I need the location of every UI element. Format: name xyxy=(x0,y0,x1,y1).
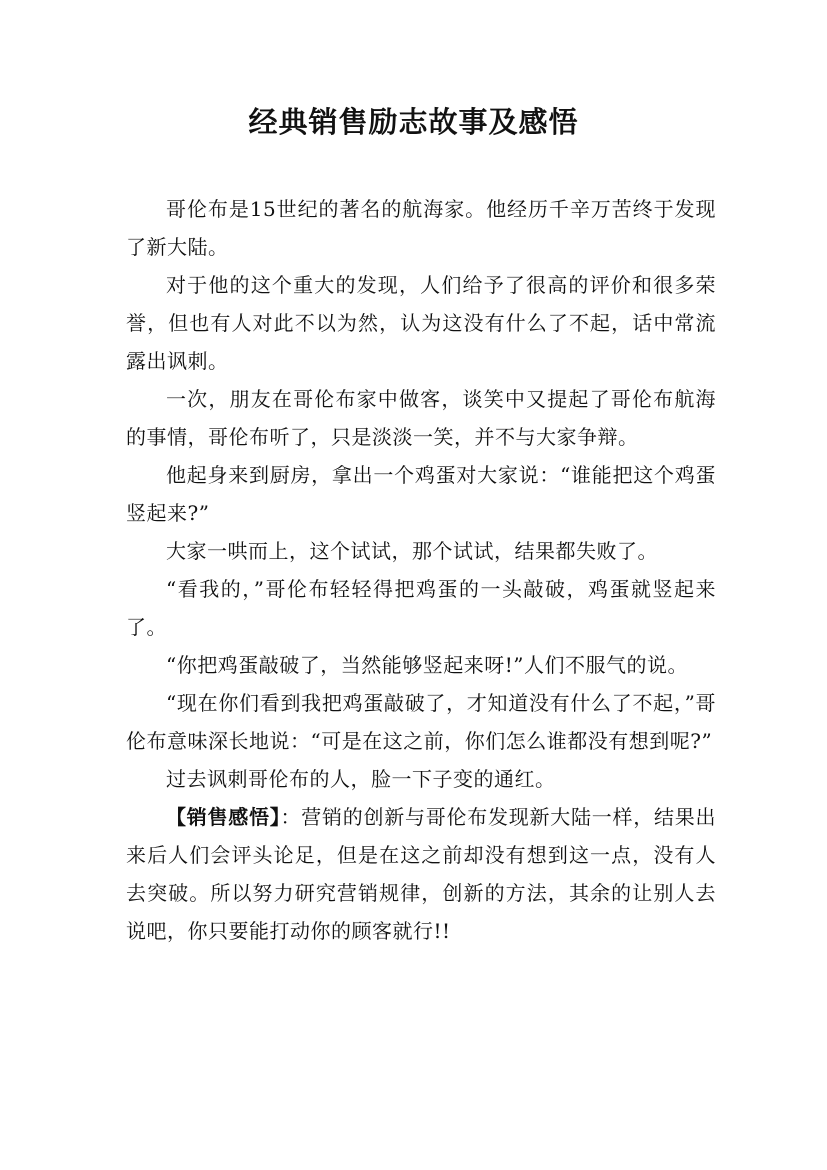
document-title: 经典销售励志故事及感悟 xyxy=(248,105,579,139)
insight-text: ：营销的创新与哥伦布发现新大陆一样，结果出来后人们会评头论足，但是在这之前却没有想到这一点，没有人去突破。所以努力研究营销规律，创新的方法，其余的让别人去说吧，你只要能打动你的顾客就行!! xyxy=(126,805,716,943)
paragraph: 哥伦布是15世纪的著名的航海家。他经历千辛万苦终于发现了新大陆。 xyxy=(126,197,716,259)
paragraph: 对于他的这个重大的发现，人们给予了很高的评价和很多荣誉，但也有人对此不以为然，认为这没有什么了不起，话中常流露出讽刺。 xyxy=(126,273,716,373)
document-body xyxy=(126,190,716,950)
paragraph: 过去讽刺哥伦布的人，脸一下子变的通红。 xyxy=(166,767,556,791)
insight-label: 【销售感悟】 xyxy=(166,805,281,829)
paragraph: 一次，朋友在哥伦布家中做客，谈笑中又提起了哥伦布航海的事情，哥伦布听了，只是淡淡一笑，并不与大家争辩。 xyxy=(126,387,716,449)
insight-paragraph xyxy=(126,798,716,950)
paragraph: “现在你们看到我把鸡蛋敲破了，才知道没有什么了不起，”哥伦布意味深长地说：“可是在这之前，你们怎么谁都没有想到呢?” xyxy=(126,691,716,753)
paragraph: 他起身来到厨房，拿出一个鸡蛋对大家说：“谁能把这个鸡蛋竖起来?” xyxy=(126,463,716,525)
paragraph: “你把鸡蛋敲破了，当然能够竖起来呀!”人们不服气的说。 xyxy=(166,653,688,677)
paragraph: “看我的，”哥伦布轻轻得把鸡蛋的一头敲破，鸡蛋就竖起来了。 xyxy=(126,577,716,639)
paragraph: 大家一哄而上，这个试试，那个试试，结果都失败了。 xyxy=(166,539,658,563)
